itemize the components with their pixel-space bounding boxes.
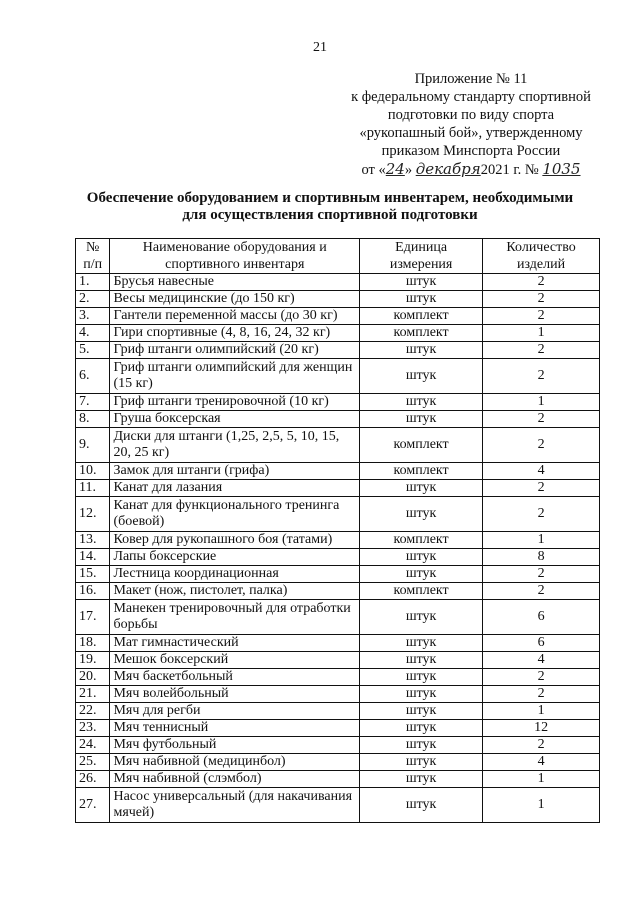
table-row — [76, 686, 600, 703]
appendix-line: к федеральному стандарту спортивной — [351, 89, 591, 105]
row-quantity: 2 — [483, 428, 600, 463]
equipment-table — [75, 238, 600, 823]
table-row — [76, 737, 600, 754]
table-row — [76, 532, 600, 549]
row-quantity: 2 — [483, 497, 600, 532]
row-unit: штук — [360, 274, 483, 291]
row-number: 24. — [76, 737, 110, 754]
table-row — [76, 720, 600, 737]
row-number: 23. — [76, 720, 110, 737]
table-row — [76, 411, 600, 428]
row-unit: штук — [360, 737, 483, 754]
row-number: 15. — [76, 566, 110, 583]
table-row — [76, 394, 600, 411]
row-number: 7. — [76, 394, 110, 411]
table-row — [76, 703, 600, 720]
row-unit: штук — [360, 703, 483, 720]
row-unit: штук — [360, 754, 483, 771]
table-row — [76, 549, 600, 566]
row-unit: штук — [360, 669, 483, 686]
row-number: 5. — [76, 342, 110, 359]
row-name: Канат для лазания — [110, 480, 360, 497]
row-number: 14. — [76, 549, 110, 566]
row-unit: комплект — [360, 532, 483, 549]
row-quantity: 1 — [483, 394, 600, 411]
table-row — [76, 342, 600, 359]
row-name: Мат гимнастический — [110, 635, 360, 652]
row-name: Мяч набивной (слэмбол) — [110, 771, 360, 788]
row-number: 22. — [76, 703, 110, 720]
appendix-title: Приложение № 11 — [414, 71, 528, 87]
row-unit: штук — [360, 686, 483, 703]
row-unit: штук — [360, 549, 483, 566]
row-unit: штук — [360, 720, 483, 737]
table-row — [76, 274, 600, 291]
date-prefix: от « — [361, 162, 386, 178]
row-name: Мешок боксерский — [110, 652, 360, 669]
table-row — [76, 480, 600, 497]
row-name: Брусья навесные — [110, 274, 360, 291]
row-number: 6. — [76, 359, 110, 394]
appendix-line: подготовки по виду спорта — [387, 107, 555, 123]
handwritten-order-number: 1035 — [542, 160, 581, 178]
row-unit: штук — [360, 480, 483, 497]
row-unit: комплект — [360, 583, 483, 600]
row-number: 8. — [76, 411, 110, 428]
order-date-line — [340, 160, 602, 179]
header-quantity: Количество изделий — [483, 239, 600, 274]
row-quantity: 6 — [483, 635, 600, 652]
row-number: 19. — [76, 652, 110, 669]
table-row — [76, 291, 600, 308]
row-unit: штук — [360, 771, 483, 788]
row-quantity: 4 — [483, 652, 600, 669]
row-number: 27. — [76, 788, 110, 823]
year-part: 2021 г. № — [480, 162, 539, 178]
row-unit: штук — [360, 788, 483, 823]
document-title — [60, 190, 600, 224]
table-row — [76, 359, 600, 394]
row-quantity: 1 — [483, 788, 600, 823]
row-name: Гриф штанги тренировочной (10 кг) — [110, 394, 360, 411]
table-row — [76, 566, 600, 583]
row-name: Мяч футбольный — [110, 737, 360, 754]
row-number: 17. — [76, 600, 110, 635]
row-name: Замок для штанги (грифа) — [110, 463, 360, 480]
row-quantity: 2 — [483, 737, 600, 754]
appendix-line: приказом Минспорта России — [381, 143, 561, 159]
table-row — [76, 497, 600, 532]
appendix-block — [340, 70, 602, 179]
row-number: 11. — [76, 480, 110, 497]
row-number: 13. — [76, 532, 110, 549]
row-quantity: 1 — [483, 325, 600, 342]
row-name: Мяч баскетбольный — [110, 669, 360, 686]
row-quantity: 2 — [483, 308, 600, 325]
row-name: Канат для функционального тренинга (боевой) — [110, 497, 360, 532]
row-name: Макет (нож, пистолет, палка) — [110, 583, 360, 600]
row-name: Манекен тренировочный для отработки борьбы — [110, 600, 360, 635]
appendix-line: «рукопашный бой», утвержденному — [359, 125, 583, 141]
row-quantity: 12 — [483, 720, 600, 737]
row-quantity: 2 — [483, 686, 600, 703]
row-number: 10. — [76, 463, 110, 480]
table-row — [76, 652, 600, 669]
table-row — [76, 771, 600, 788]
table-row — [76, 669, 600, 686]
table-row — [76, 428, 600, 463]
row-name: Лестница координационная — [110, 566, 360, 583]
row-number: 4. — [76, 325, 110, 342]
table-row — [76, 308, 600, 325]
row-unit: комплект — [360, 308, 483, 325]
row-name: Диски для штанги (1,25, 2,5, 5, 10, 15, 20, 25 кг) — [110, 428, 360, 463]
table-row — [76, 463, 600, 480]
row-number: 26. — [76, 771, 110, 788]
row-number: 20. — [76, 669, 110, 686]
row-quantity: 1 — [483, 771, 600, 788]
row-unit: штук — [360, 394, 483, 411]
row-quantity: 2 — [483, 342, 600, 359]
handwritten-day: 24 — [385, 160, 405, 178]
row-quantity: 2 — [483, 566, 600, 583]
table-row — [76, 754, 600, 771]
row-quantity: 4 — [483, 754, 600, 771]
row-name: Гриф штанги олимпийский для женщин (15 кг) — [110, 359, 360, 394]
row-number: 1. — [76, 274, 110, 291]
row-name: Весы медицинские (до 150 кг) — [110, 291, 360, 308]
header-unit: Единица измерения — [360, 239, 483, 274]
row-quantity: 2 — [483, 291, 600, 308]
row-quantity: 2 — [483, 669, 600, 686]
row-quantity: 2 — [483, 411, 600, 428]
row-quantity: 2 — [483, 583, 600, 600]
row-unit: штук — [360, 600, 483, 635]
row-number: 16. — [76, 583, 110, 600]
row-unit: штук — [360, 359, 483, 394]
table-row — [76, 325, 600, 342]
row-unit: комплект — [360, 463, 483, 480]
title-line: Обеспечение оборудованием и спортивным инвентарем, необходимыми — [86, 190, 574, 206]
title-line: для осуществления спортивной подготовки — [182, 207, 478, 223]
handwritten-month: декабря — [415, 160, 481, 178]
row-name: Гриф штанги олимпийский (20 кг) — [110, 342, 360, 359]
row-quantity: 8 — [483, 549, 600, 566]
row-quantity: 6 — [483, 600, 600, 635]
row-unit: штук — [360, 497, 483, 532]
row-unit: штук — [360, 566, 483, 583]
row-name: Мяч набивной (медицинбол) — [110, 754, 360, 771]
row-number: 25. — [76, 754, 110, 771]
row-name: Мяч теннисный — [110, 720, 360, 737]
row-unit: штук — [360, 342, 483, 359]
row-name: Груша боксерская — [110, 411, 360, 428]
header-name: Наименование оборудования и спортивного инвентаря — [110, 239, 360, 274]
row-name: Мяч волейбольный — [110, 686, 360, 703]
row-number: 2. — [76, 291, 110, 308]
row-number: 21. — [76, 686, 110, 703]
row-unit: комплект — [360, 325, 483, 342]
row-unit: штук — [360, 635, 483, 652]
row-quantity: 1 — [483, 703, 600, 720]
row-name: Гири спортивные (4, 8, 16, 24, 32 кг) — [110, 325, 360, 342]
row-name: Лапы боксерские — [110, 549, 360, 566]
row-number: 9. — [76, 428, 110, 463]
row-quantity: 2 — [483, 274, 600, 291]
row-name: Гантели переменной массы (до 30 кг) — [110, 308, 360, 325]
row-quantity: 2 — [483, 359, 600, 394]
table-header-row — [76, 239, 600, 274]
table-row — [76, 788, 600, 823]
row-number: 3. — [76, 308, 110, 325]
table-row — [76, 635, 600, 652]
row-name: Насос универсальный (для накачивания мячей) — [110, 788, 360, 823]
date-mid: » — [404, 162, 413, 178]
row-unit: штук — [360, 291, 483, 308]
row-unit: комплект — [360, 428, 483, 463]
table-row — [76, 583, 600, 600]
table-row — [76, 600, 600, 635]
row-quantity: 4 — [483, 463, 600, 480]
page-number: 21 — [313, 40, 327, 55]
row-quantity: 1 — [483, 532, 600, 549]
row-quantity: 2 — [483, 480, 600, 497]
row-name: Мяч для регби — [110, 703, 360, 720]
row-unit: штук — [360, 652, 483, 669]
row-number: 18. — [76, 635, 110, 652]
row-name: Ковер для рукопашного боя (татами) — [110, 532, 360, 549]
header-number: № п/п — [76, 239, 110, 274]
row-unit: штук — [360, 411, 483, 428]
row-number: 12. — [76, 497, 110, 532]
